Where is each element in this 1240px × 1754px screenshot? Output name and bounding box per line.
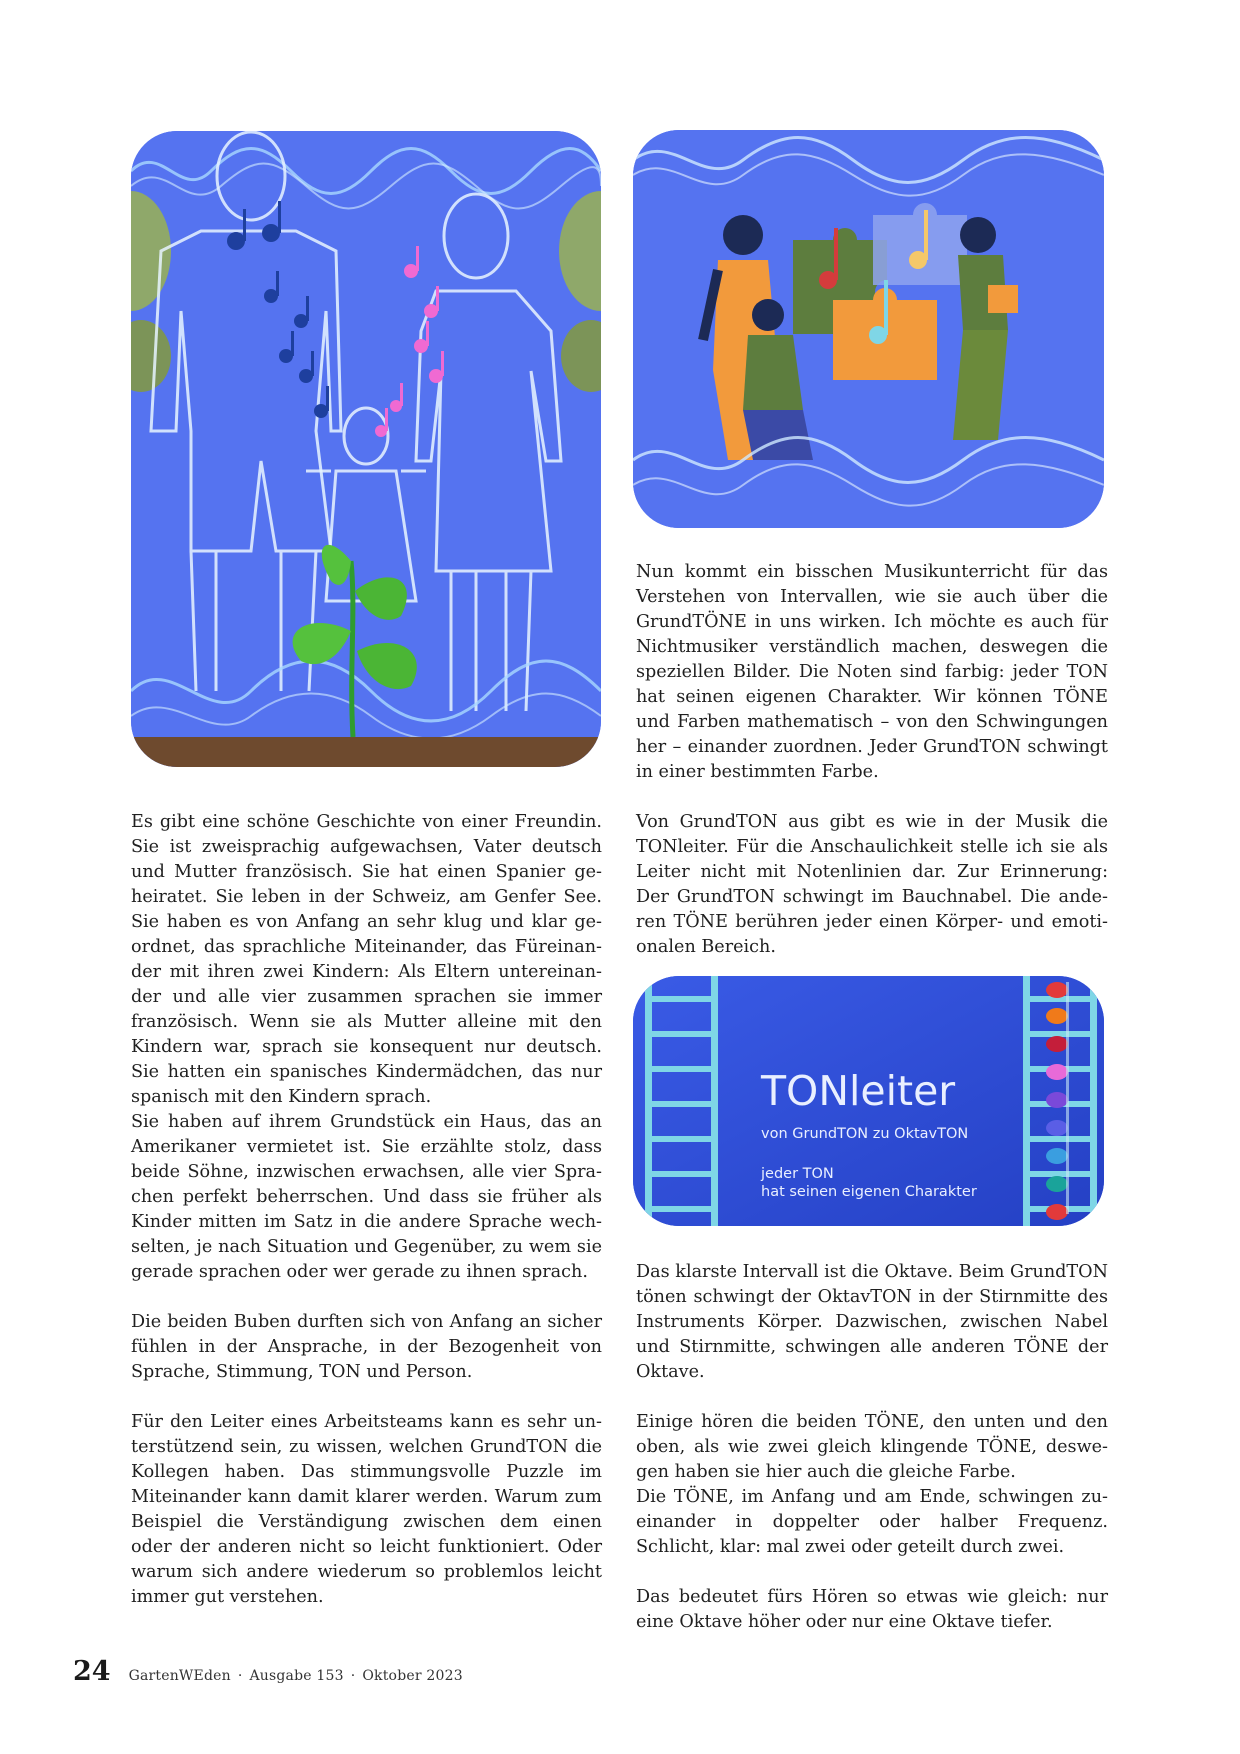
paragraph: Sie haben auf ihrem Grundstück ein Haus, das an Amerikaner vermietet ist. Sie erzählte stolz, dass beide Söhne, inzwischen erwachsen, alle vier Sprachen perfekt beherrschen. Und dass sie früher als Kinder mitten im Satz in die andere Sprache wechselten, je nach Situation und Gegenüber, zu wem sie gerade sprachen oder wer gerade zu ihnen sprach. (131, 1112, 602, 1282)
issue-number: Ausgabe 153 (249, 1668, 344, 1684)
page-footer (73, 1656, 463, 1687)
page-number: 24 (73, 1656, 111, 1687)
family-illustration (131, 131, 601, 767)
paragraph: Das klarste Intervall ist die Oktave. Beim GrundTON tönen schwingt der OktavTON in der Stirnmitte des Instruments Körper. Dazwischen, zwischen Nabel und Stirnmitte, schwingen alle anderen TÖNE der Oktave. (636, 1262, 1108, 1382)
separator: · (350, 1668, 356, 1684)
right-column-top (636, 560, 1108, 960)
tonleiter-subtitle: von GrundTON zu OktavTON (761, 1126, 969, 1142)
left-column (131, 810, 602, 1610)
right-column-bottom (636, 1260, 1108, 1635)
puzzle-illustration (633, 130, 1104, 528)
tonleiter-graphic (633, 976, 1104, 1226)
paragraph: Die TÖNE, im Anfang und am Ende, schwingen zueinander in doppelter oder halber Frequenz. Schlicht, klar: mal zwei oder geteilt durch zwei. (636, 1487, 1108, 1557)
family-music-icon (131, 131, 601, 767)
paragraph: Die beiden Buben durften sich von Anfang an sicher fühlen in der Ansprache, in der Bezogenheit von Sprache, Stimmung, TON und Person. (131, 1312, 602, 1382)
tonleiter-line2: hat seinen eigenen Charakter (761, 1184, 977, 1200)
paragraph: Einige hören die beiden TÖNE, den unten und den oben, als wie zwei gleich klingende TÖNE, deswegen haben sie hier auch die gleiche Farbe. (636, 1412, 1108, 1482)
tonleiter-title: TONleiter (761, 1067, 956, 1115)
paragraph: Für den Leiter eines Arbeitsteams kann es sehr unterstützend sein, zu wissen, welchen GrundTON die Kollegen haben. Das stimmungsvolle Puzzle im Miteinander kann damit klarer werden. Warum zum Beispiel die Verständigung zwischen dem einen oder der anderen nicht so leicht funktioniert. Oder warum sich andere wiederum so problemlos leicht immer gut verstehen. (131, 1412, 602, 1607)
issue-date: Oktober 2023 (362, 1668, 463, 1684)
magazine-name: GartenWEden (128, 1668, 231, 1684)
paragraph: Nun kommt ein bisschen Musikunterricht für das Verstehen von Intervallen, wie sie auch über die GrundTÖNE in uns wirken. Ich möchte es auch für Nichtmusiker verständlich machen, deswegen die speziellen Bilder. Die Noten sind farbig: jeder TON hat seinen eigenen Charakter. Wir können TÖNE und Farben mathematisch – von den Schwingungen her – einander zuordnen. Jeder GrundTON schwingt in einer bestimmten Farbe. (636, 562, 1108, 782)
puzzle-people-icon (633, 130, 1104, 528)
paragraph: Von GrundTON aus gibt es wie in der Musik die TONleiter. Für die Anschaulichkeit stelle ich sie als Leiter nicht mit Notenlinien dar. Zur Erinnerung: Der GrundTON schwingt im Bauchnabel. Die anderen TÖNE berühren jeder einen Körper- und emotionalen Bereich. (636, 812, 1108, 957)
tonleiter-line1: jeder TON (761, 1166, 834, 1182)
paragraph: Das bedeutet fürs Hören so etwas wie gleich: nur eine Oktave höher oder nur eine Oktave tiefer. (636, 1587, 1108, 1632)
paragraph: Es gibt eine schöne Geschichte von einer Freundin. Sie ist zweisprachig aufgewachsen, Vater deutsch und Mutter französisch. Sie hat einen Spanier geheiratet. Sie leben in der Schweiz, am Genfer See. Sie haben es von Anfang an sehr klug und klar geordnet, das sprachliche Miteinander, das Füreinander mit ihren zwei Kindern: Als Eltern untereinander und alle vier zusammen sprachen sie immer französisch. Wenn sie als Mutter alleine mit den Kindern war, sprach sie konsequent nur deutsch. Sie hatten ein spanisches Kindermädchen, das nur spanisch mit den Kindern sprach. (131, 812, 602, 1107)
separator: · (237, 1668, 243, 1684)
